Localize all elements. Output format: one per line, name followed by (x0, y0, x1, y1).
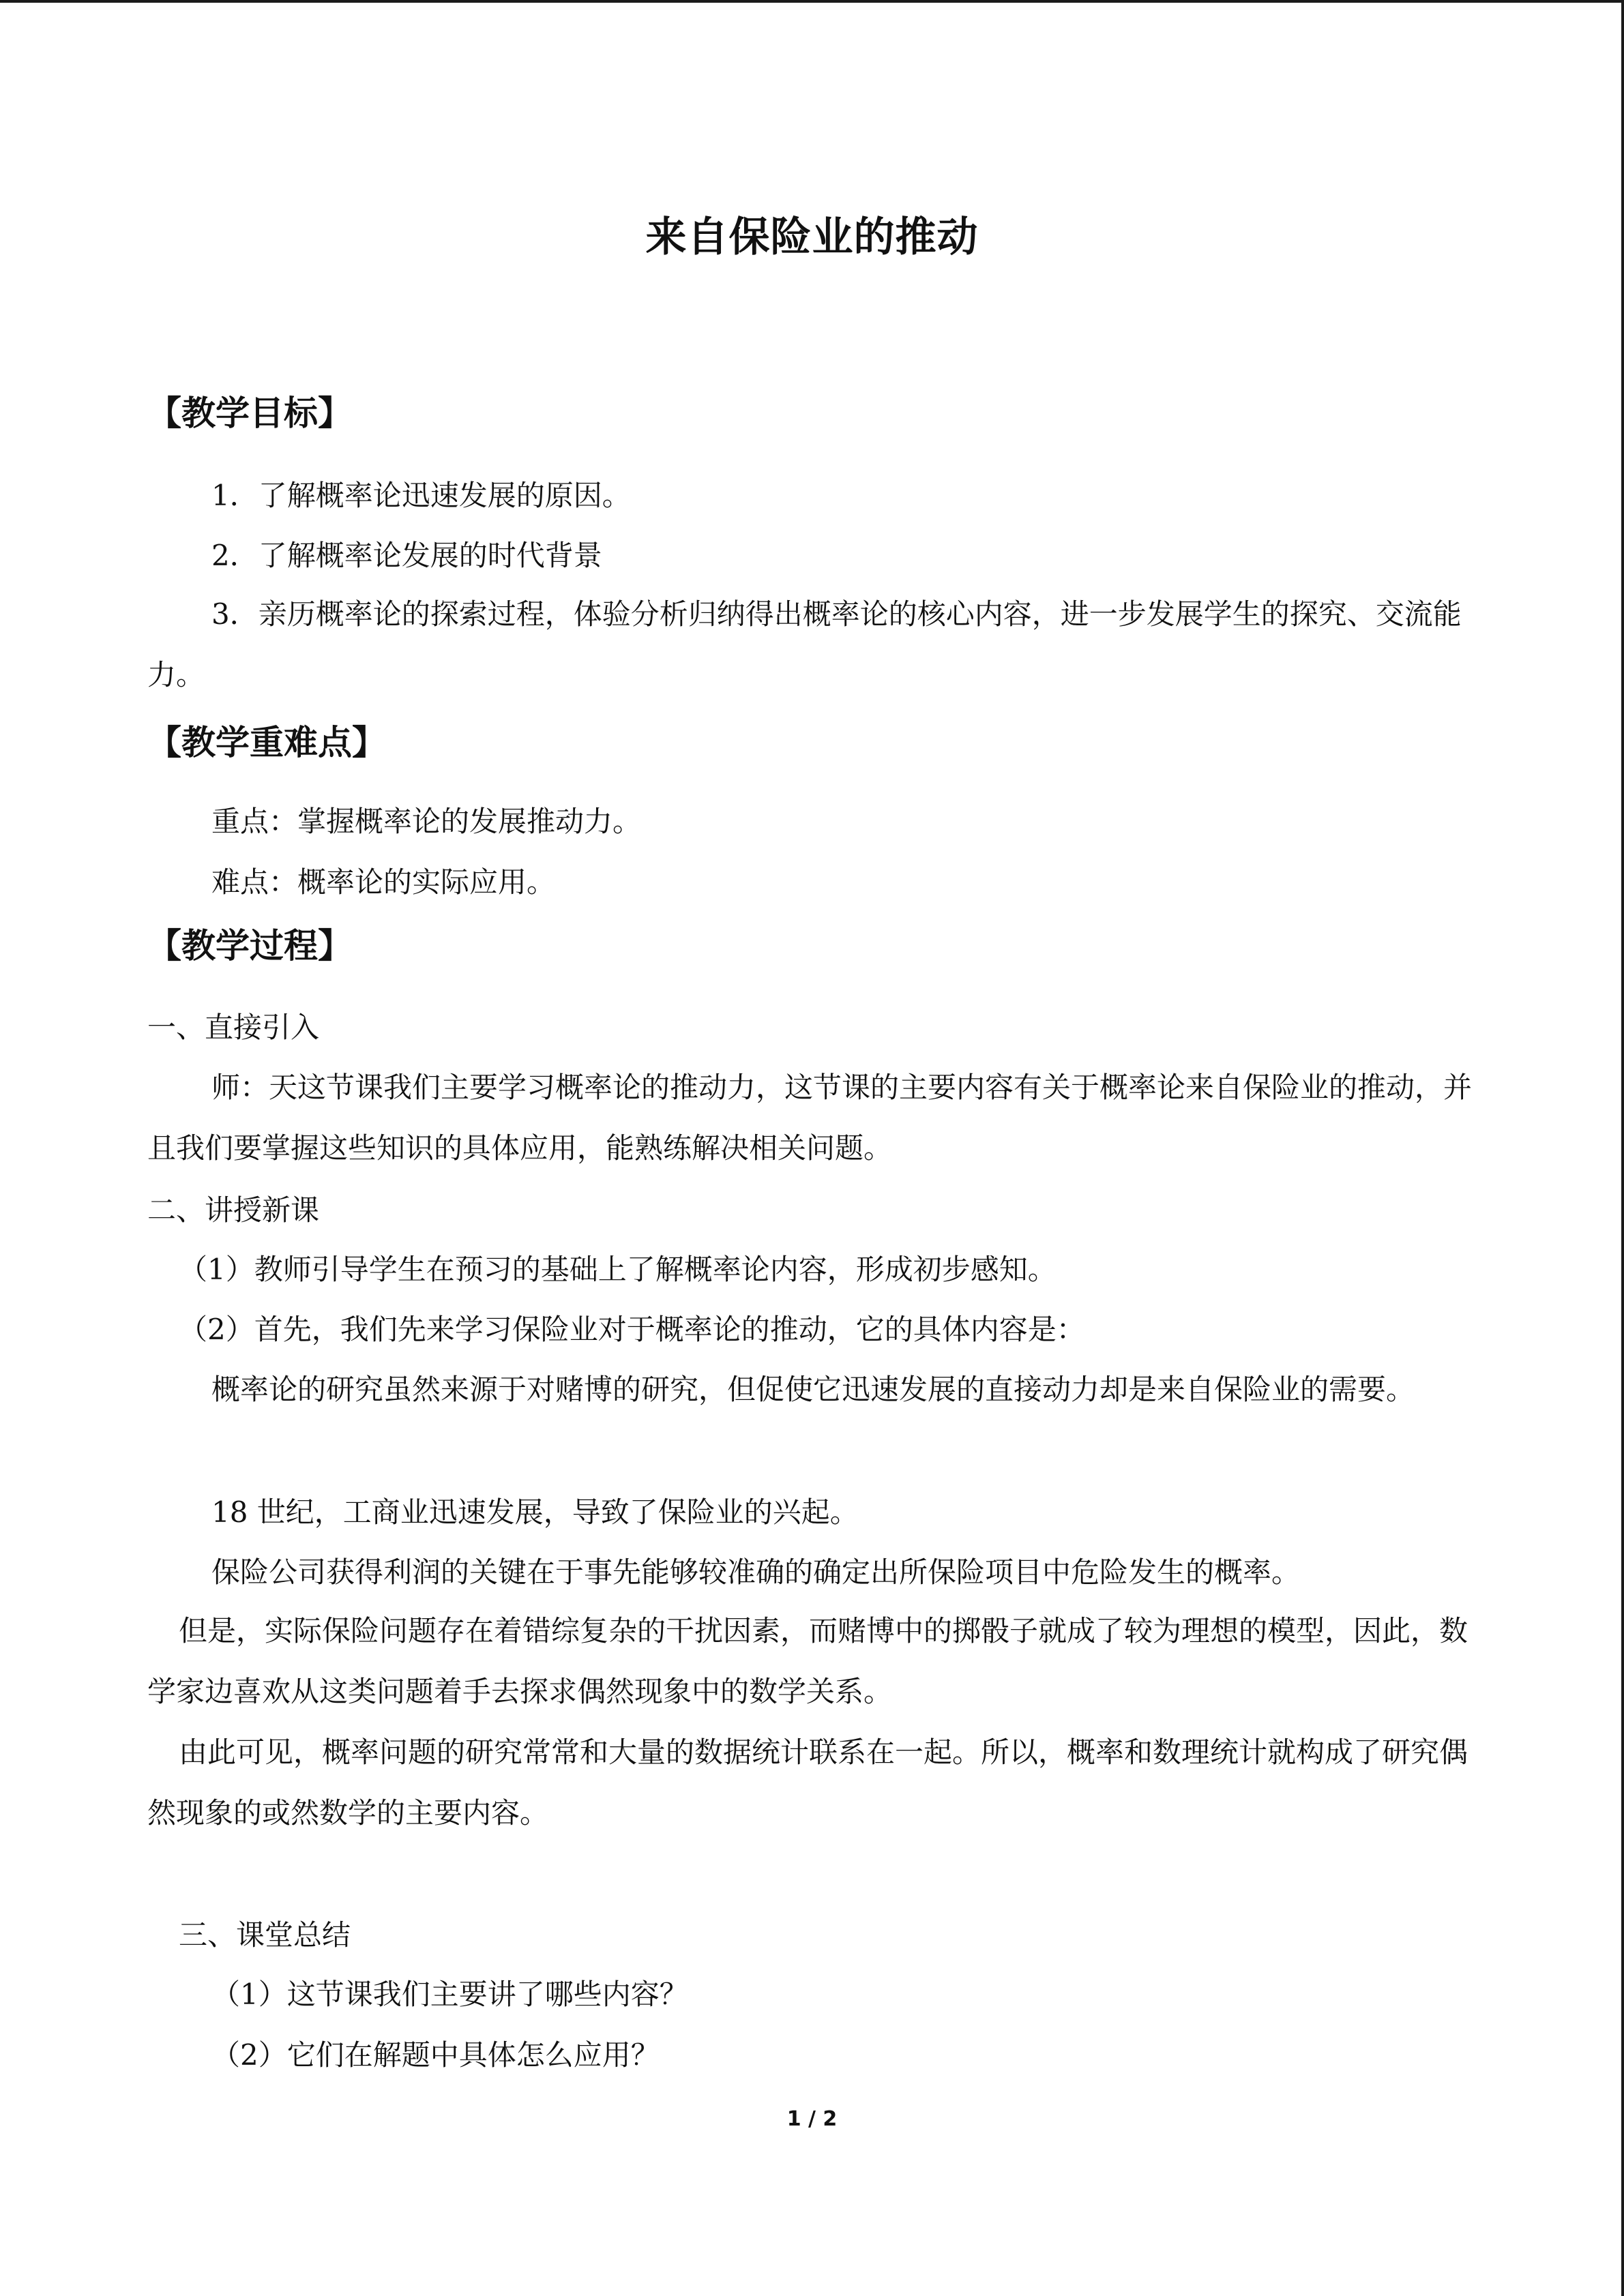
heading-key-points: 【教学重难点】 (147, 723, 386, 762)
objective-item-2: 2．了解概率论发展的时代背景 (211, 539, 602, 572)
section-1-title: 一、直接引入 (147, 1011, 320, 1044)
summary-question-2: （2）它们在解题中具体怎么应用？ (211, 2038, 660, 2072)
summary-question-1: （1）这节课我们主要讲了哪些内容？ (211, 1978, 688, 2011)
section-1-text: 师：天这节课我们主要学习概率论的推动力，这节课的主要内容有关于概率论来自保险业的推动，并且我们要掌握这些知识的具体应用，能熟练解决相关问题。 (147, 1071, 1473, 1165)
heading-objectives: 【教学目标】 (147, 393, 352, 433)
heading-process: 【教学过程】 (147, 926, 352, 966)
section-2-step-1: （1）教师引导学生在预习的基础上了解概率论内容，形成初步感知。 (179, 1253, 1057, 1286)
section-2-paragraph-4: 但是，实际保险问题存在着错综复杂的干扰因素，而赌博中的掷骰子就成了较为理想的模型，因此，数学家边喜欢从这类问题着手去探求偶然现象中的数学关系。 (147, 1614, 1468, 1708)
section-3-title: 三、课堂总结 (179, 1918, 351, 1952)
page-right-border (1621, 0, 1624, 2296)
page-number: 1 / 2 (786, 2107, 838, 2131)
section-2-step-2: （2）首先，我们先来学习保险业对于概率论的推动，它的具体内容是： (179, 1313, 1085, 1346)
objective-item-1: 1．了解概率论迅速发展的原因。 (211, 479, 631, 512)
section-2-paragraph-5: 由此可见，概率问题的研究常常和大量的数据统计联系在一起。所以，概率和数理统计就构成了研究偶然现象的或然数学的主要内容。 (147, 1735, 1468, 1830)
objective-item-3: 3．亲历概率论的探索过程，体验分析归纳得出概率论的核心内容，进一步发展学生的探究、交流能力。 (147, 597, 1462, 691)
section-2-paragraph-1: 概率论的研究虽然来源于对赌博的研究，但促使它迅速发展的直接动力却是来自保险业的需要。 (211, 1373, 1415, 1406)
section-2-paragraph-3: 保险公司获得利润的关键在于事先能够较准确的确定出所保险项目中危险发生的概率。 (211, 1555, 1301, 1589)
key-point-difficulty: 难点：概率论的实际应用。 (211, 865, 556, 899)
document-title: 来自保险业的推动 (645, 213, 979, 261)
section-2-paragraph-2: 18 世纪，工商业迅速发展，导致了保险业的兴起。 (211, 1495, 859, 1529)
section-2-title: 二、讲授新课 (147, 1193, 320, 1227)
key-point-focus: 重点：掌握概率论的发展推动力。 (211, 805, 642, 838)
page-top-border (0, 0, 1624, 3)
